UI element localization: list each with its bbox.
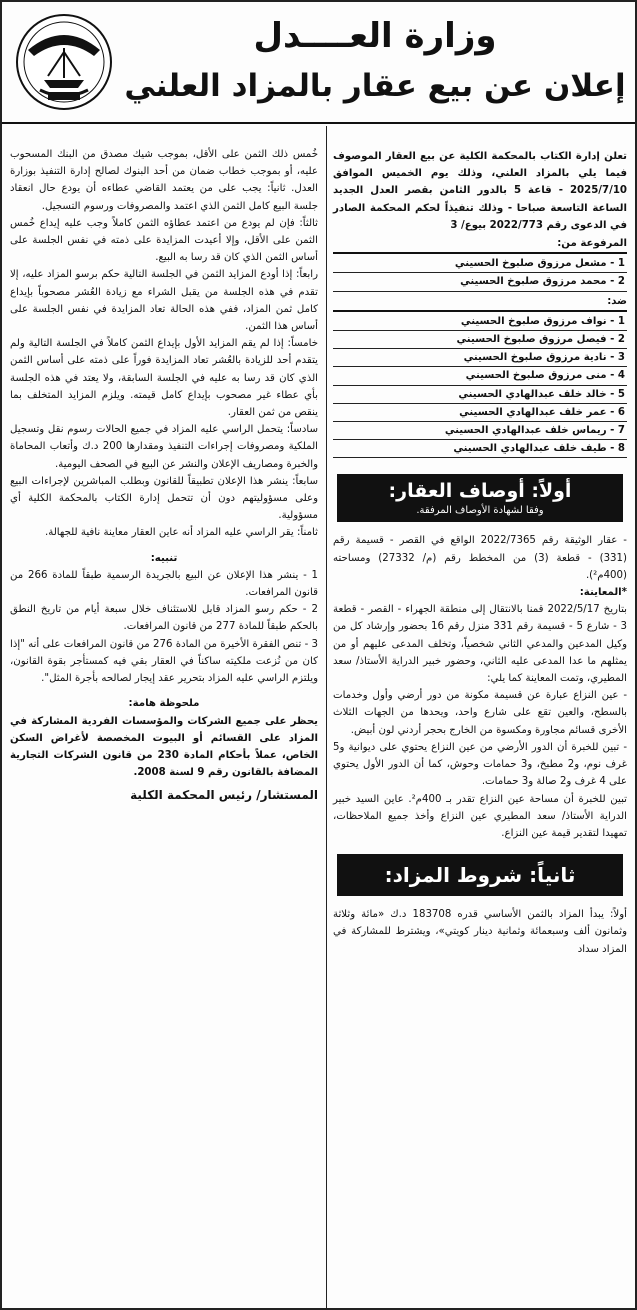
terms-paragraph: سادساً: يتحمل الراسي عليه المزاد في جميع الحالات رسوم نقل وتسجيل الملكية ومصروفات إجراءات التنفيذ ومقدارها 200 د.ك وأتعاب المحاماة والخبرة ومصاريف الإعلان والنشر عن البيع في الصحف اليومية. bbox=[10, 424, 319, 470]
defendant-item: 1 - نواف مرزوق صلبوخ الحسيني bbox=[333, 313, 627, 331]
defendant-item: 8 - طيف خلف عبدالهادي الحسيني bbox=[333, 440, 627, 458]
terms-paragraph: أولاً: يبدأ المزاد بالثمن الأساسي قدره 183708 د.ك «مائة وثلاثة وثمانون ألف وسبعمائة وثمانية دينار كويتي»، ويشترط للمشاركة في المزاد سداد bbox=[333, 909, 627, 955]
header bbox=[2, 2, 635, 124]
signature: المستشار/ رئيس المحكمة الكلية bbox=[130, 788, 318, 803]
note-item: 3 - تنص الفقرة الأخيرة من المادة 276 من قانون المرافعات على أنه "إذا كان من نُزعت ملكيته ساكناً في العقار بقي فيه كمستأجر بقوة القانون، ويلتزم الراسي عليه المزاد بتحرير عقد إيجار لصالحه بأجرة المثل". bbox=[10, 638, 318, 685]
property-description: - عقار الوثيقة رقم 2022/7365 الواقع في القصر - قسيمة رقم (331) - قطعة (3) من المخطط رقم (م/ 27332) ومساحته (400م²). bbox=[333, 535, 627, 581]
defendant-item: 2 - فيصل مرزوق صلبوخ الحسيني bbox=[333, 331, 627, 349]
terms-paragraph: خامساً: إذا لم يقم المزايد الأول بإيداع الثمن كاملاً في الجلسة التالية ولم يتقدم أحد للزيادة بالعُشر تعاد المزايدة فوراً على ذمته على أساس الثمن الذي كان قد رسا به عليه في الجلسة السابقة، ولا يعتد في هذه الجلسة بأي عطاء غير مصحوب بإيداع كامل قيمته. ويلزم المزايد المتخلف بما ينقص من ثمن العقار. bbox=[10, 338, 318, 419]
announcement-headline: إعلان عن بيع عقار بالمزاد العلني bbox=[124, 68, 626, 104]
memo-title: ملحوظة هامة: bbox=[128, 698, 200, 710]
section2-title: ثانياً: شروط المزاد: bbox=[384, 863, 576, 888]
section1-title: أولاً: أوصاف العقار: bbox=[388, 480, 572, 503]
terms-paragraph: ثامناً: يقر الراسي عليه المزاد أنه عاين العقار معاينة نافية للجهالة. bbox=[45, 527, 318, 539]
inspection-paragraph: - تبين للخبرة أن الدور الأرضي من عين النزاع يحتوي على ديوانية و5 غرف نوم، و2 مطبخ، و3 حمامات وحوش، كما أن الدور الأول يحتوي على 4 غرف و2 صالة و3 حمامات. bbox=[333, 741, 627, 788]
intro-text: تعلن إدارة الكتاب بالمحكمة الكلية عن بيع العقار الموصوف فيما يلي بالمزاد العلني، وذلك يوم الخميس الموافق 2025/7/10 - قاعة 5 بالدور الثامن بقصر العدل الجديد الساعة التاسعة صباحا - وذلك تنفيذاً لحكم المحكمة الصادر في الدعوى رقم 2022/773 بيوع/ 3 bbox=[333, 151, 627, 231]
plaintiffs-label: المرفوعة من: bbox=[333, 235, 627, 254]
ministry-title: وزارة العــــدل bbox=[253, 16, 497, 56]
defendant-item: 7 - ريماس خلف عبدالهادي الحسيني bbox=[333, 422, 627, 440]
inspection-label: *المعاينة: bbox=[579, 587, 627, 599]
terms-paragraph: خُمس ذلك الثمن على الأقل، بموجب شيك مصدق من البنك المسحوب عليه، أو بموجب خطاب ضمان من أحد البنوك لصالح إدارة التنفيذ بوزارة العدل. ثانياً: يجب على من يعتمد القاضي عطاءه أن يودع حال انعقاد جلسة البيع كامل الثمن الذي اعتمد والمصروفات ورسوم التسجيل. bbox=[10, 149, 318, 212]
notes-title: تنبيه: bbox=[150, 552, 178, 564]
defendant-item: 6 - عمر خلف عبدالهادي الحسيني bbox=[333, 404, 627, 422]
note-item: 2 - حكم رسو المزاد قابل للاستئناف خلال سبعة أيام من تاريخ النطق بالحكم طبقاً للمادة 277 من قانون المرافعات. bbox=[10, 604, 318, 633]
defendant-item: 3 - نادية مرزوق صلبوخ الحسيني bbox=[333, 349, 627, 367]
right-column bbox=[327, 126, 635, 1310]
defendant-item: 4 - منى مرزوق صلبوخ الحسيني bbox=[333, 367, 627, 385]
inspection-paragraph: تبين للخبرة أن مساحة عين النزاع تقدر بـ 400م². عاين السيد خبير الدراية الأستاذ/ سعد المطيري عين النزاع وأخذ جميع الملاحظات، تمهيدا لتقدير قيمة عين النزاع. bbox=[333, 793, 627, 839]
terms-paragraph: رابعاً: إذا أودع المزايد الثمن في الجلسة التالية حكم برسو المزاد عليه، إلا تقدم في هذه الجلسة من يقبل الشراء مع زيادة العُشر مصحوباً بإيداع كامل ثمن المزاد، ففي هذه الحالة تعاد المزايدة في نفس الجلسة على أساس هذا الثمن. bbox=[10, 269, 318, 333]
inspection-paragraph: - عين النزاع عبارة عن قسيمة مكونة من دور أرضي وأول وخدمات بالسطح، والعين تقع على شارع واحد، ويحدها من الجهات الثلاث الأخرى قسائم مجاورة ومكسوة من الخارج بحجر أردني لون أبيض. bbox=[333, 690, 627, 736]
plaintiff-item: 2 - محمد مرزوق صلبوخ الحسيني bbox=[333, 273, 627, 291]
terms-paragraph: ثالثاً: فإن لم يودع من اعتمد عطاؤه الثمن كاملاً وجب عليه إيداع خُمس الثمن على الأقل، وإلا أعيدت المزايدة على ذمته في نفس الجلسة على أساس الثمن الذي كان قد رسا به البيع. bbox=[10, 217, 318, 264]
section-auction-terms bbox=[337, 854, 623, 896]
section1-subtitle: وفقا لشهادة الأوصاف المرفقة. bbox=[416, 505, 544, 517]
defendant-item: 5 - خالد خلف عبدالهادي الحسيني bbox=[333, 386, 627, 404]
defendants-label: ضد: bbox=[333, 293, 627, 312]
section-property-description bbox=[337, 474, 623, 522]
plaintiff-item: 1 - مشعل مرزوق صلبوخ الحسيني bbox=[333, 255, 627, 273]
inspection-text: بتاريخ 2022/5/17 قمنا بالانتقال إلى منطقة الجهراء - القصر - قطعة 3 - شارع 5 - قسيمة رقم 331 منزل رقم 16 بحضور وإرشاد كل من وكيل المدعين والمدعي الثاني شخصياً، وتخلف المدعى عليهم أو من يمثلهم ما عدا المدعى عليه الثاني، وحضور خبير الدراية الأستاذ/ سعد المطيري، وتمت المعاينة كما يلي: bbox=[333, 604, 627, 685]
terms-paragraph: سابعاً: ينشر هذا الإعلان تطبيقاً للقانون وبطلب المباشرين لإجراءات البيع وعلى مسؤوليتهم دون أن تتحمل إدارة الكتاب بالمحكمة الكلية أي مسؤولية. bbox=[10, 475, 318, 522]
left-column bbox=[2, 126, 326, 1310]
memo-text: يحظر على جميع الشركات والمؤسسات الفردية المشاركة في المزاد على القسائم أو البيوت المخصصة لأغراض السكن الخاص، عملاً بأحكام المادة 230 من قانون الشركات التجارية المضافة بالقانون رقم 9 لسنة 2008. bbox=[10, 715, 318, 779]
kuwait-emblem-icon bbox=[14, 12, 114, 112]
note-item: 1 - ينشر هذا الإعلان عن البيع بالجريدة الرسمية طبقاً للمادة 266 من قانون المرافعات. bbox=[10, 569, 318, 599]
